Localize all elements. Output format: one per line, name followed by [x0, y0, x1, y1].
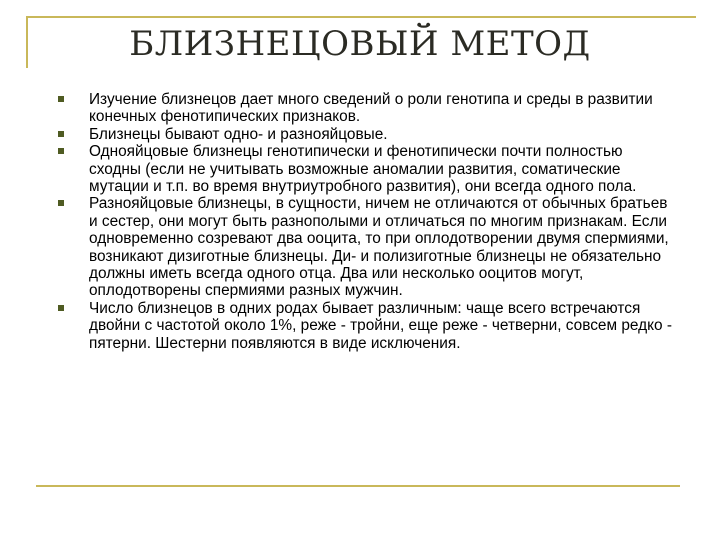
square-bullet-icon	[58, 305, 64, 311]
bullet-text: Разнояйцовые близнецы, в сущности, ничем не отличаются от обычных братьев и сестер, они могут быть разнополыми и отличаться по многим признакам. Если одновременно созревают два ооцита, то при оплодотворении двумя спермиями, возникают дизиготные близнецы. Ди- и полизиготные близнецы не обязательно должны иметь всегда одного отца. Два или несколько ооцитов могут, оплодотворены спермиями разных мужчин.	[89, 195, 669, 300]
bullet-text: Близнецы бывают одно- и разнояйцовые.	[89, 125, 388, 143]
square-bullet-icon	[58, 131, 64, 137]
bullet-item	[58, 126, 678, 143]
slide-title: БЛИЗНЕЦОВЫЙ МЕТОД	[129, 24, 591, 64]
bullet-item	[58, 91, 678, 126]
frame-top-line	[26, 16, 696, 18]
bullet-list	[58, 91, 678, 352]
bullet-text: Изучение близнецов дает много сведений о роли генотипа и среды в развитии конечных фенотипических признаков.	[89, 91, 653, 126]
bullet-text: Однояйцовые близнецы генотипически и фенотипически почти полностью сходны (если не учитывать возможные аномалии развития, соматические мутации и т.п. во время внутриутробного развития), они всегда одного пола.	[89, 143, 637, 196]
frame-bottom-line	[36, 485, 680, 487]
bullet-item	[58, 195, 678, 299]
bullet-item	[58, 143, 678, 195]
bullet-item	[58, 300, 678, 352]
square-bullet-icon	[58, 148, 64, 154]
bullet-text: Число близнецов в одних родах бывает различным: чаще всего встречаются двойни с частотой около 1%, реже - тройни, еще реже - четверни, совсем редко - пятерни. Шестерни появляются в виде исключения.	[89, 299, 672, 352]
square-bullet-icon	[58, 200, 64, 206]
square-bullet-icon	[58, 96, 64, 102]
